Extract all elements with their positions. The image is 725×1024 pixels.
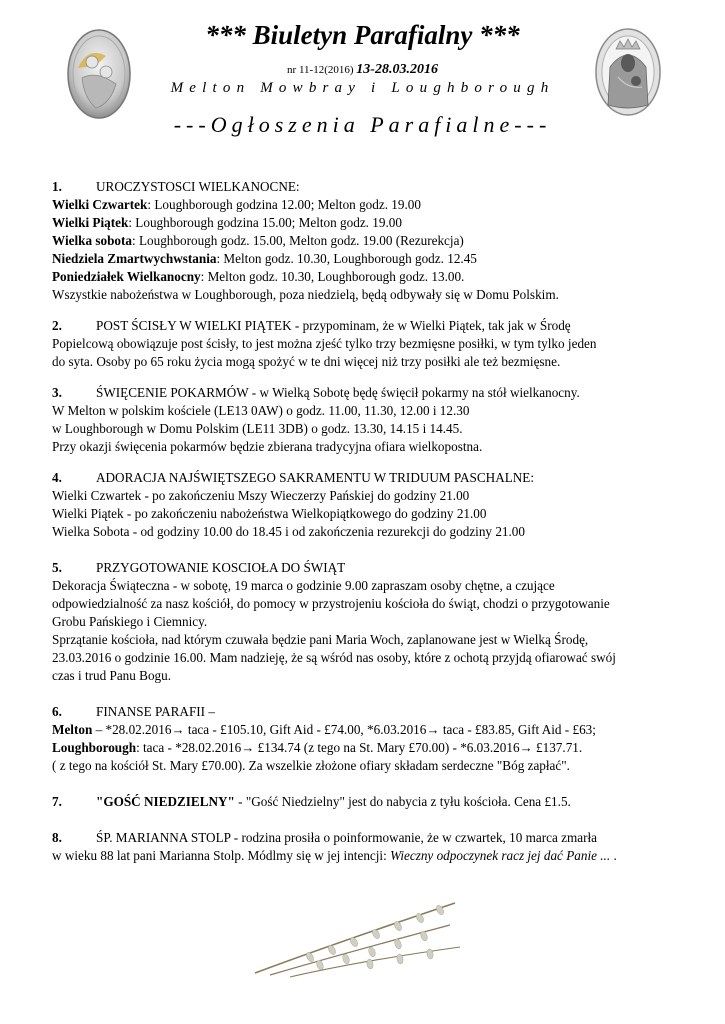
announcement-4: [52, 469, 692, 541]
parish-label: Melton: [52, 722, 93, 737]
item-number: 4.: [52, 470, 62, 485]
paragraph-line: do syta. Osoby po 65 roku życia mogą spożyć w te dni więcej niż trzy posiłki ale też bezmięsne.: [52, 354, 561, 369]
item-heading: ADORACJA NAJŚWIĘTSZEGO SAKRAMENTU W TRIDUUM PASCHALNE:: [96, 470, 535, 485]
item-number: 8.: [52, 830, 62, 845]
paragraph-line: Sprzątanie kościoła, nad którym czuwała będzie pani Maria Woch, zaplanowane jest w Wielką Środę,: [52, 632, 589, 647]
paragraph-line: Wielka Sobota - od godziny 10.00 do 18.45 i od zakończenia rezurekcji do godziny 21.00: [52, 524, 525, 539]
finance-text: – *28.02.2016→ taca - £105.10, Gift Aid - £74.00, *6.03.2016→ taca - £83.85, Gift Aid - £63;: [92, 722, 596, 737]
item-heading: ŚWIĘCENIE POKARMÓW - w Wielką Sobotę będę święcił pokarmy na stół wielkanocny.: [96, 385, 580, 400]
paragraph-line: Wszystkie nabożeństwa w Loughborough, poza niedzielą, będą odbywały się w Domu Polskim.: [52, 287, 559, 302]
announcement-6: [52, 703, 692, 775]
item-number: 3.: [52, 385, 62, 400]
paragraph-line: Dekoracja Świąteczna - w sobotę, 19 marca o godzinie 9.00 zapraszam osoby chętne, a czujące: [52, 578, 555, 593]
willow-branch-icon: [250, 895, 465, 980]
paragraph-line: odpowiedzialność za nasz kościół, do pomocy w przystrojeniu kościoła do świąt, chodzi o przygotowanie: [52, 596, 610, 611]
announcement-8: 8. ŚP. MARIANNA STOLP - rodzina prosiła o poinformowanie, że w czwartek, 10 marca zmarła w wieku 88 lat pani Marianna Stolp. Módlmy się w jej intencji: Wieczny odpoczynek racz jej dać Panie ... .: [52, 830, 617, 863]
section-title: ---Ogłoszenia Parafialne---: [173, 112, 552, 137]
paragraph-line: w wieku 88 lat pani Marianna Stolp. Módlmy się w jej intencji:: [52, 848, 391, 863]
announcement-2: [52, 317, 692, 371]
item-heading: PRZYGOTOWANIE KOSCIOŁA DO ŚWIĄT: [96, 560, 346, 575]
announcement-5: [52, 559, 692, 685]
parish-location: Melton Mowbray i Loughborough: [170, 80, 555, 96]
schedule-text: : Melton godz. 10.30, Loughborough godz. 13.00.: [200, 269, 465, 284]
paragraph-line: Wielki Czwartek - po zakończeniu Mszy Wieczerzy Pańskiej do godziny 21.00: [52, 488, 470, 503]
day-label: Niedziela Zmartwychwstania: [52, 251, 217, 266]
paragraph-line: Popielcową obowiązuje post ścisły, to jest można zjeść tylko trzy bezmięsne posiłki, w tym tylko jeden: [52, 336, 597, 351]
paragraph-line: ( z tego na kościół St. Mary £70.00). Za wszelkie złożone ofiary składam serdeczne "Bóg zapłać".: [52, 758, 570, 773]
paragraph-line: Wielki Piątek - po zakończeniu nabożeństwa Wielkopiątkowego do godziny 21.00: [52, 506, 487, 521]
parish-label: Loughborough: [52, 740, 137, 755]
paragraph-line: - "Gość Niedzielny" jest do nabycia z tyłu kościoła. Cena £1.5.: [234, 794, 571, 809]
paragraph-line: 23.03.2016 o godzinie 16.00. Mam nadzieję, że są wśród nas osoby, które z ochotą przyjdą ofiarować swój: [52, 650, 616, 665]
day-label: Wielka sobota: [52, 233, 132, 248]
schedule-text: : Loughborough godzina 15.00; Melton godz. 19.00: [128, 215, 402, 230]
issue-info: [0, 62, 725, 78]
paragraph-line: W Melton w polskim kościele (LE13 0AW) o godz. 11.00, 11.30, 12.00 i 12.30: [52, 403, 470, 418]
paragraph-line: czas i trud Panu Bogu.: [52, 668, 172, 683]
item-heading: POST ŚCISŁY W WIELKI PIĄTEK - przypominam, że w Wielki Piątek, tak jak w Środę: [96, 318, 571, 333]
announcement-1: [52, 178, 692, 304]
paragraph-line: Przy okazji święcenia pokarmów będzie zbierana tradycyjna ofiara wielkopostna.: [52, 439, 483, 454]
announcements: [52, 178, 692, 878]
day-label: Poniedziałek Wielkanocny: [52, 269, 201, 284]
day-label: Wielki Piątek: [52, 215, 129, 230]
bulletin-title: *** Biuletyn Parafialny ***: [205, 20, 520, 50]
schedule-text: : Loughborough godzina 12.00; Melton godz. 19.00: [147, 197, 421, 212]
issue-dates: 13-28.03.2016: [356, 62, 438, 77]
finance-text: : taca - *28.02.2016→ £134.74 (z tego na St. Mary £70.00) - *6.03.2016→ £137.71.: [136, 740, 583, 755]
item-heading: UROCZYSTOSCI WIELKANOCNE:: [96, 179, 300, 194]
announcement-3: [52, 384, 692, 456]
item-heading: FINANSE PARAFII –: [96, 704, 215, 719]
item-heading: "GOŚĆ NIEDZIELNY": [96, 794, 235, 809]
item-number: 5.: [52, 560, 62, 575]
schedule-text: : Melton godz. 10.30, Loughborough godz. 12.45: [216, 251, 477, 266]
schedule-text: : Loughborough godz. 15.00, Melton godz. 19.00 (Rezurekcja): [132, 233, 464, 248]
item-number: 2.: [52, 318, 62, 333]
item-number: 1.: [52, 179, 62, 194]
item-heading: ŚP. MARIANNA STOLP - rodzina prosiła o poinformowanie, że w czwartek, 10 marca zmarła: [96, 830, 597, 845]
paragraph-line: w Loughborough w Domu Polskim (LE11 3DB) o godz. 13.30, 14.15 i 14.45.: [52, 421, 463, 436]
prayer-text: Wieczny odpoczynek racz jej dać Panie ...: [390, 848, 611, 863]
item-number: 7.: [52, 794, 62, 809]
issue-number: nr 11-12(2016): [287, 64, 354, 76]
day-label: Wielki Czwartek: [52, 197, 148, 212]
paragraph-line: Grobu Pańskiego i Ciemnicy.: [52, 614, 208, 629]
announcement-7: [52, 793, 692, 811]
item-number: 6.: [52, 704, 62, 719]
